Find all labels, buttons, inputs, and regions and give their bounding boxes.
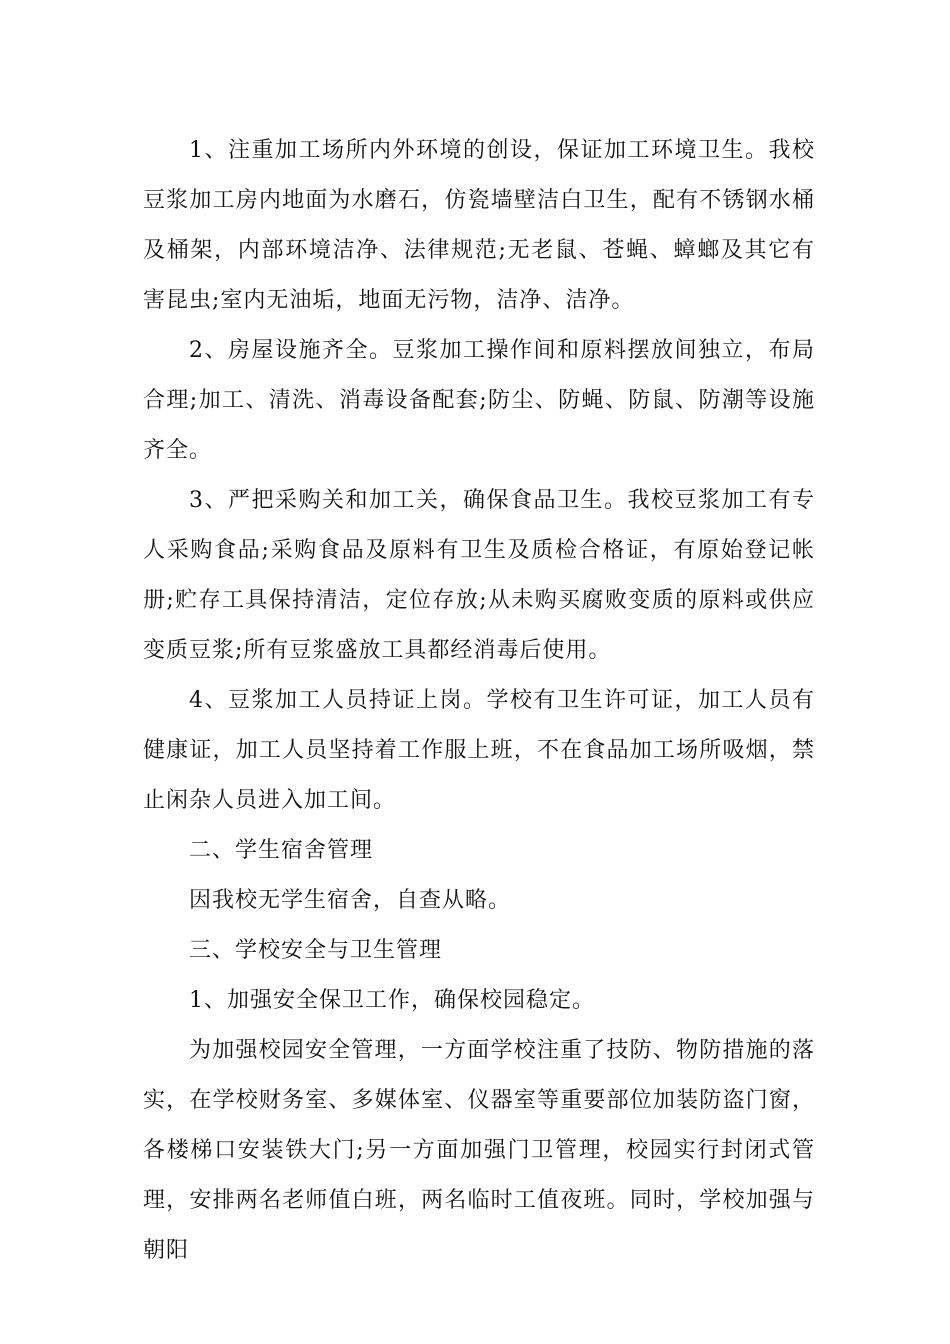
subheading-security: 1、加强安全保卫工作，确保校园稳定。	[189, 988, 595, 1013]
section-heading-safety: 三、学校安全与卫生管理	[189, 938, 443, 963]
document-body	[143, 126, 815, 1276]
section-heading-dormitory: 二、学生宿舍管理	[189, 838, 374, 863]
paragraph-dormitory-note: 因我校无学生宿舍，自查从略。	[189, 888, 512, 913]
paragraph-facilities: 2、房屋设施齐全。豆浆加工操作间和原料摆放间独立，布局合理;加工、清洗、消毒设备配套;防尘、防蝇、防鼠、防潮等设施齐全。	[143, 338, 815, 463]
paragraph-processing-environment: 1、注重加工场所内外环境的创设，保证加工环境卫生。我校豆浆加工房内地面为水磨石，仿瓷墙壁洁白卫生，配有不锈钢水桶及桶架，内部环境洁净、法律规范;无老鼠、苍蝇、蟑螂及其它有害昆虫;室内无油垢，地面无污物，洁净、洁净。	[143, 138, 815, 313]
paragraph-procurement: 3、严把采购关和加工关，确保食品卫生。我校豆浆加工有专人采购食品;采购食品及原料有卫生及质检合格证，有原始登记帐册;贮存工具保持清洁，定位存放;从未购买腐败变质的原料或供应变质豆浆;所有豆浆盛放工具都经消毒后使用。	[143, 488, 815, 663]
paragraph-staff-certification: 4、豆浆加工人员持证上岗。学校有卫生许可证，加工人员有健康证，加工人员坚持着工作服上班，不在食品加工场所吸烟，禁止闲杂人员进入加工间。	[143, 688, 815, 813]
paragraph-campus-security: 为加强校园安全管理，一方面学校注重了技防、物防措施的落实，在学校财务室、多媒体室、仪器室等重要部位加装防盗门窗，各楼梯口安装铁大门;另一方面加强门卫管理，校园实行封闭式管理，安排两名老师值白班，两名临时工值夜班。同时，学校加强与朝阳	[143, 1038, 815, 1263]
